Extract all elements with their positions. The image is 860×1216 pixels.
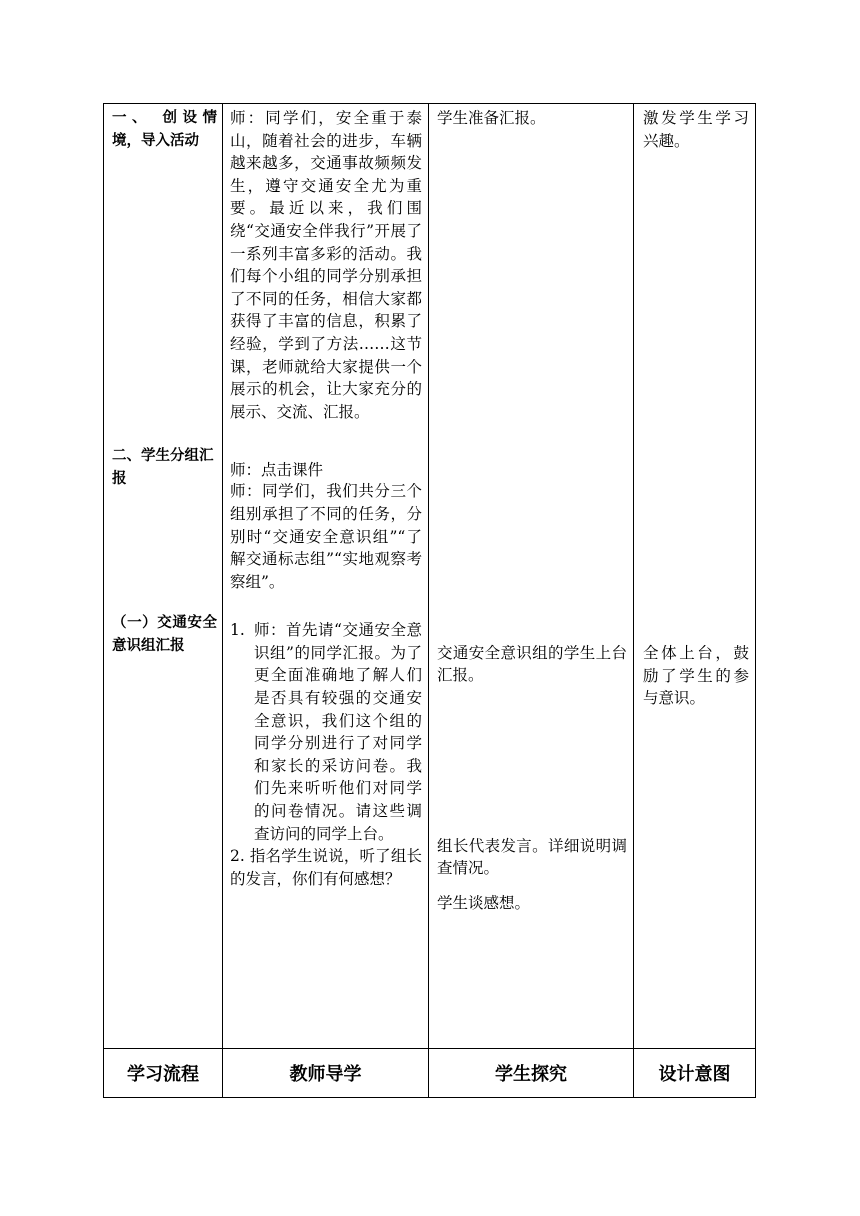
design-intent-cell [634, 104, 756, 1049]
student-feelings-text: 学生谈感想。 [437, 893, 531, 912]
teacher-click-text: 师：点击课件 [230, 461, 324, 480]
section-3-heading: （一）交通安全意识组汇报 [112, 615, 217, 654]
teacher-guide-cell [223, 104, 429, 1049]
header-teacher: 教师导学 [223, 1049, 429, 1098]
item-1-number: 1. [230, 621, 245, 640]
process-cell [104, 104, 223, 1049]
section-1-heading: 一、 创设情境，导入活动 [112, 110, 217, 149]
lesson-plan-table [103, 103, 756, 1098]
teacher-groups-text: 师：同学们，我们共分三个组别承担了不同的任务，分别时“交通安全意识组”“了解交通标志组”“实地观察考察组”。 [230, 482, 422, 591]
intent-encourage-text: 全体上台，鼓励了学生的参与意识。 [643, 644, 749, 708]
student-prepare-text: 学生准备汇报。 [437, 109, 546, 127]
header-student: 学生探究 [429, 1049, 634, 1098]
student-leader-text: 组长代表发言。详细说明调查情况。 [437, 836, 627, 878]
student-explore-cell [429, 104, 634, 1049]
intent-interest-text: 激发学生学习兴趣。 [643, 109, 749, 150]
header-process: 学习流程 [104, 1049, 223, 1098]
student-group-report-text: 交通安全意识组的学生上台汇报。 [437, 643, 627, 685]
item-1-text: 师：首先请“交通安全意识组”的同学汇报。为了更全面准确地了解人们是否具有较强的交通安全意识，我们这个组的同学分别进行了对同学和家长的采访问卷。我们先来听听他们对同学的问卷情况。请这些调查访问的同学上台。 [254, 621, 422, 843]
header-row [104, 1049, 756, 1098]
content-row [104, 104, 756, 1049]
section-2-heading: 二、学生分组汇报 [112, 448, 214, 487]
teacher-item-1 [230, 619, 422, 845]
header-intent: 设计意图 [634, 1049, 756, 1098]
teacher-intro-text: 师：同学们，安全重于泰山，随着社会的进步，车辆越来越多，交通事故频频发生，遵守交通安全尤为重要。最近以来，我们围绕“交通安全伴我行”开展了一系列丰富多彩的活动。我们每个小组的同学分别承担了不同的任务，相信大家都获得了丰富的信息，积累了经验，学到了方法……这节课，老师就给大家提供一个展示的机会，让大家充分的展示、交流、汇报。 [230, 109, 422, 421]
teacher-item-2: 2. 指名学生说说，听了组长的发言，你们有何感想？ [230, 847, 422, 888]
